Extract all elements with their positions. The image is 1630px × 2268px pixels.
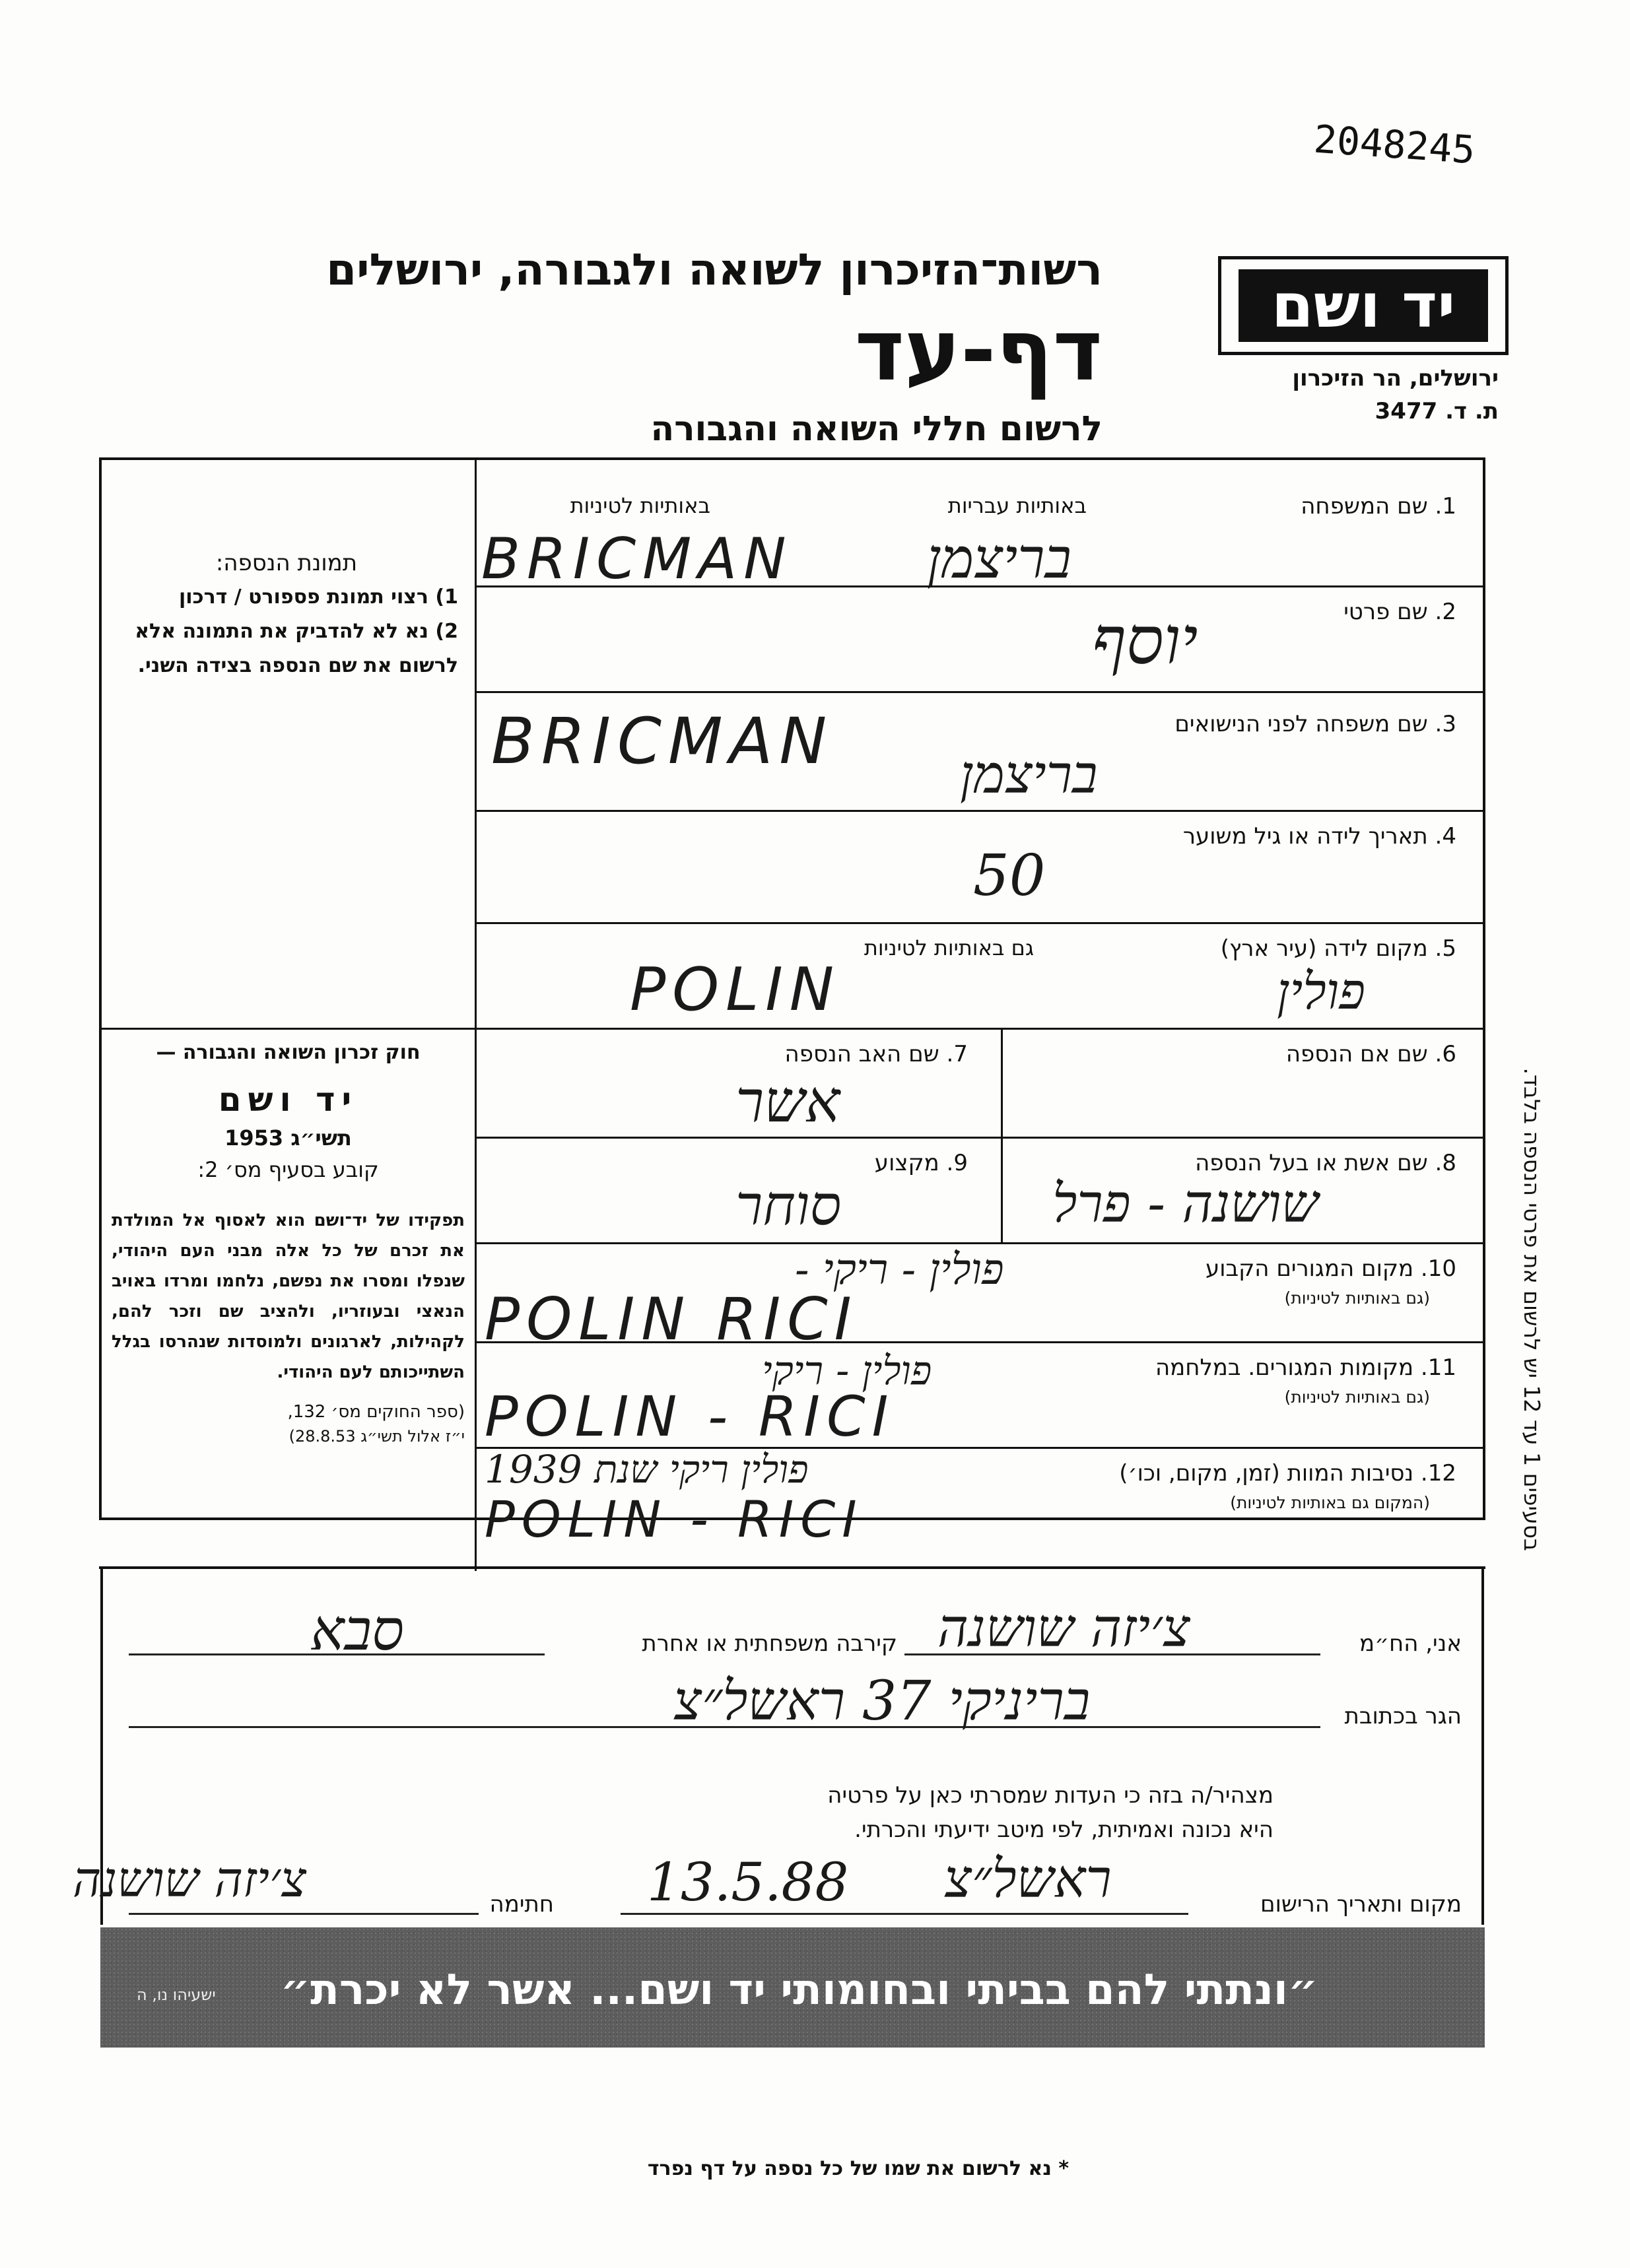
field-12-text: נסיבות המוות (זמן, מקום, וכו׳) <box>1119 1460 1414 1486</box>
field-3-latin-value: BRICMAN <box>491 704 834 778</box>
field-10-sublabel: (גם באותיות לטיניות) <box>1284 1288 1430 1308</box>
field-7-number: 7. <box>946 1041 968 1067</box>
statement-line-2: היא נכונה ואמיתית, לפי מיטב ידיעתי והכרתי. <box>854 1817 1273 1843</box>
law-ref-1: (ספר החוקים מס׳ 132, <box>287 1402 465 1422</box>
field-8-label <box>1195 1150 1456 1176</box>
field-8-text: שם אשת או בעל הנספה <box>1195 1150 1428 1176</box>
field-10-label <box>1206 1255 1456 1282</box>
law-name: יד ושם <box>218 1081 358 1119</box>
organization-title: רשות־הזיכרון לשואה ולגבורה, ירושלים <box>326 244 1103 295</box>
field-4-label <box>1183 823 1456 850</box>
relation-label: קירבה משפחתית או אחרת <box>642 1630 897 1657</box>
address-line-1: ירושלים, הר הזיכרון <box>1292 365 1499 391</box>
photo-instructions <box>115 546 458 683</box>
relation-value: סבא <box>310 1597 404 1663</box>
field-9-value: סוחר <box>735 1173 842 1238</box>
field-1-latin-header: באותיות לטיניות <box>570 493 710 518</box>
field-4-value: 50 <box>973 843 1046 909</box>
field-9-text: מקצוע <box>874 1150 939 1176</box>
field-8-value: שושנה - פרל <box>1052 1173 1319 1234</box>
field-12-latin-value: POLIN - RICI <box>485 1490 864 1549</box>
field-12-sublabel: (המקום גם באותיות לטיניות) <box>1230 1493 1430 1512</box>
field-4-text: תאריך לידה או גיל משוער <box>1182 823 1428 850</box>
field-10-number: 10. <box>1420 1255 1456 1282</box>
field-1-latin-value: BRICMAN <box>481 526 793 592</box>
field-12-hebrew-value: פולין ריקי שנת 1939 <box>485 1447 809 1492</box>
field-12-label <box>1119 1460 1456 1486</box>
declarant-value: צ׳יזה שושנה <box>937 1597 1190 1659</box>
banner-source: ישעיהו נו, ה <box>137 1985 216 2004</box>
law-section: קובע בסעיף מס׳ 2: <box>197 1157 379 1182</box>
address-label: הגר בכתובת <box>1344 1703 1462 1729</box>
field-5-latin-value: POLIN <box>630 955 841 1024</box>
field-12-number: 12. <box>1420 1460 1456 1486</box>
address-value: בריניקי 37 ראשל״צ <box>673 1670 1091 1733</box>
banner-quote: ״ונתתי להם בביתי ובחומותי יד ושם... אשר לא יכרת״ <box>280 1966 1318 2015</box>
field-3-label <box>1174 711 1456 737</box>
field-11-label <box>1155 1354 1456 1381</box>
side-instruction-text: בסעיפים 1 עד 12 יש לרשום את פרטי הנספה בלבד. <box>1519 1067 1545 1551</box>
form-frame <box>99 457 1485 1549</box>
field-1-hebrew-header: באותיות עבריות <box>947 493 1087 518</box>
field-1-number: 1. <box>1435 493 1456 519</box>
form-title: דף-עד <box>854 302 1103 400</box>
address-line-2: ת. ד. 3477 <box>1375 398 1499 424</box>
field-3-text: שם משפחה לפני הנישואים <box>1174 711 1428 737</box>
place-date-line <box>621 1913 1188 1915</box>
field-10-text: מקום המגורים הקבוע <box>1205 1255 1414 1282</box>
side-instruction <box>1512 825 1551 1551</box>
field-5-number: 5. <box>1435 935 1456 962</box>
field-5-label <box>1221 935 1456 962</box>
field-10-latin-value: POLIN RICI <box>485 1285 858 1353</box>
field-5-latin-header: גם באותיות לטיניות <box>864 935 1034 960</box>
place-value: ראשל״צ <box>944 1848 1112 1910</box>
field-11-latin-value: POLIN - RICI <box>485 1384 895 1449</box>
field-1-text: שם המשפחה <box>1301 493 1428 519</box>
footnote: * נא לרשום את שמו של כל נספה על דף נפרד <box>647 2157 1070 2180</box>
signature-value: צ׳יזה שושנה <box>73 1851 306 1908</box>
photo-note-2: 2) נא לא להדביק את התמונה אלא לרשום את שם הנספה בצידה השני. <box>135 620 458 677</box>
statement-line-1: מצהיר/ה בזה כי העדות שמסרתי כאן על פרטיה <box>827 1782 1273 1809</box>
declarant-label: אני, הח״מ <box>1359 1630 1462 1657</box>
field-4-number: 4. <box>1435 823 1456 850</box>
field-5-hebrew-value: פולין <box>1277 962 1366 1020</box>
form-subtitle: לרשום חללי השואה והגבורה <box>650 409 1103 449</box>
field-3-hebrew-value: בריצמן <box>960 744 1098 805</box>
field-5-text: מקום לידה (עיר ארץ) <box>1220 935 1428 962</box>
field-11-number: 11. <box>1420 1354 1456 1381</box>
declaration-top-rule <box>99 1566 1485 1569</box>
law-year: תשי״ג 1953 <box>224 1125 352 1151</box>
field-7-text: שם האב הנספה <box>784 1041 939 1067</box>
field-11-sublabel: (גם באותיות לטיניות) <box>1284 1387 1430 1407</box>
field-2-label <box>1343 599 1456 625</box>
yad-vashem-logo <box>1218 256 1509 355</box>
field-1-hebrew-value: בריצמן <box>927 526 1071 591</box>
field-9-label <box>875 1150 968 1176</box>
field-1-label <box>1301 493 1456 519</box>
quote-banner <box>100 1927 1485 2048</box>
field-9-number: 9. <box>946 1150 968 1176</box>
signature-label: חתימה <box>489 1891 554 1918</box>
field-2-text: שם פרטי <box>1343 599 1428 625</box>
field-2-value: יוסף <box>1092 602 1198 679</box>
field-6-label <box>1286 1041 1456 1067</box>
law-ref-2: י״ז אלול תשי״ג 28.8.53) <box>289 1427 465 1446</box>
place-date-label: מקום ותאריך הרישום <box>1260 1891 1462 1918</box>
document-number: 2048245 <box>1312 116 1477 173</box>
field-11-hebrew-value: פולין - ריקי <box>762 1348 932 1394</box>
field-7-value: אשר <box>735 1067 840 1135</box>
date-value: 13.5.88 <box>647 1851 849 1913</box>
logo-address <box>1221 362 1499 428</box>
field-3-number: 3. <box>1435 711 1456 737</box>
photo-title: תמונת הנספה: <box>215 550 358 576</box>
field-10-hebrew-value: פולין - ריקי - <box>795 1246 1004 1294</box>
law-excerpt <box>112 1041 465 1446</box>
field-6-number: 6. <box>1435 1041 1456 1067</box>
field-8-number: 8. <box>1435 1150 1456 1176</box>
field-2-number: 2. <box>1435 599 1456 625</box>
photo-note-1: 1) רצוי תמונת פספורט / דרכון <box>178 585 458 609</box>
field-7-label <box>785 1041 968 1067</box>
field-11-text: מקומות המגורים. במלחמה <box>1155 1354 1414 1381</box>
law-title: חוק זכרון השואה והגבורה — <box>156 1041 421 1064</box>
logo-text: יד ושם <box>1239 269 1488 341</box>
law-body: תפקידו של יד־ושם הוא לאסוף אל המולדת את זכרם של כל אלה מבני העם היהודי, שנפלו ומסרו את נפשם, נלחמו ומרדו באויב הנאצי ובעוזריו, ולהציב שם וזכר להם, לקהילות, לארגונים ולמוסדות שנהרסו בגלל השתייכותם לעם היהודי. <box>112 1211 465 1382</box>
signature-line <box>129 1913 479 1915</box>
field-6-text: שם אם הנספה <box>1285 1041 1428 1067</box>
